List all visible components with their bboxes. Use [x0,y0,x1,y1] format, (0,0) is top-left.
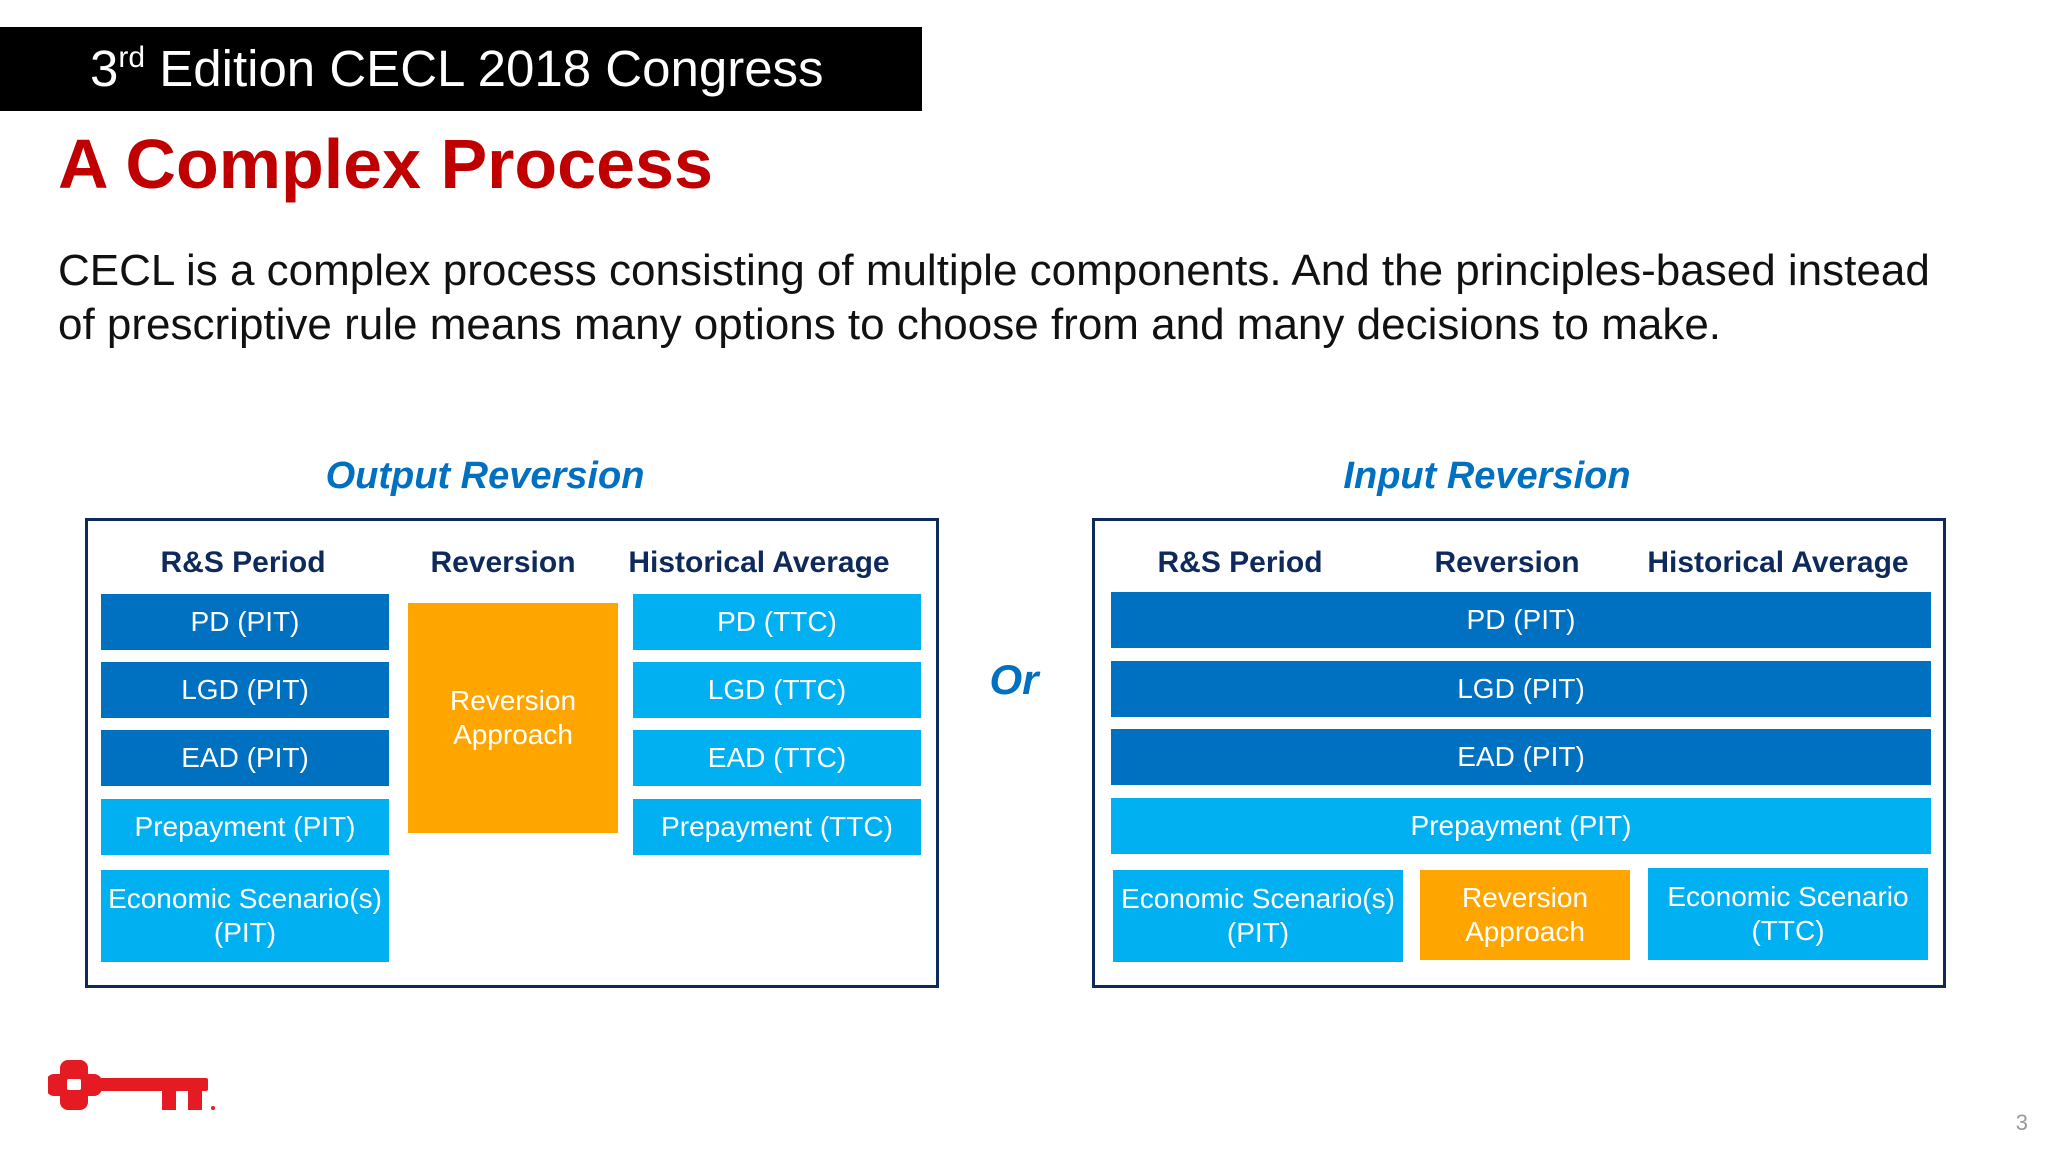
input-economic-scenario-ttc-box: Economic Scenario (TTC) [1648,868,1928,960]
event-banner [0,27,922,111]
output-header-reversion: Reversion [430,546,576,579]
output-hist-lgd-box: LGD (TTC) [633,662,921,718]
output-hist-ead-box: EAD (TTC) [633,730,921,786]
output-rs-economic-scenario-box: Economic Scenario(s) (PIT) [101,870,389,962]
key-logo-icon [48,1054,218,1116]
input-header-reversion: Reversion [1434,546,1580,579]
input-prepayment-row: Prepayment (PIT) [1111,798,1931,854]
output-header-rs-period: R&S Period [160,546,326,579]
event-title: Edition CECL 2018 Congress [159,40,824,97]
input-economic-scenario-pit-box: Economic Scenario(s) (PIT) [1113,870,1403,962]
output-reversion-approach-box: Reversion Approach [408,603,618,833]
output-rs-prepayment-box: Prepayment (PIT) [101,799,389,855]
output-rs-lgd-box: LGD (PIT) [101,662,389,718]
output-rs-ead-box: EAD (PIT) [101,730,389,786]
input-ead-row: EAD (PIT) [1111,729,1931,785]
output-header-historical-average: Historical Average [628,546,890,579]
output-reversion-title: Output Reversion [325,455,645,497]
output-hist-pd-box: PD (TTC) [633,594,921,650]
edition-suffix: rd [118,41,146,74]
page-number: 3 [2015,1110,2028,1135]
input-pd-row: PD (PIT) [1111,592,1931,648]
intro-paragraph: CECL is a complex process consisting of multiple components. And the principles-based instead of prescriptive rule means many options to choose from and many decisions to make. [58,246,1930,349]
input-lgd-row: LGD (PIT) [1111,661,1931,717]
edition-number: 3 [90,40,119,97]
slide-title: A Complex Process [58,125,713,203]
input-header-historical-average: Historical Average [1647,546,1909,579]
or-label: Or [989,656,1039,703]
output-rs-pd-box: PD (PIT) [101,594,389,650]
input-reversion-panel [1092,518,1946,988]
output-reversion-panel [85,518,939,988]
input-reversion-approach-box: Reversion Approach [1420,870,1630,960]
output-hist-prepayment-box: Prepayment (TTC) [633,799,921,855]
input-reversion-title: Input Reversion [1343,455,1631,497]
input-header-rs-period: R&S Period [1157,546,1323,579]
